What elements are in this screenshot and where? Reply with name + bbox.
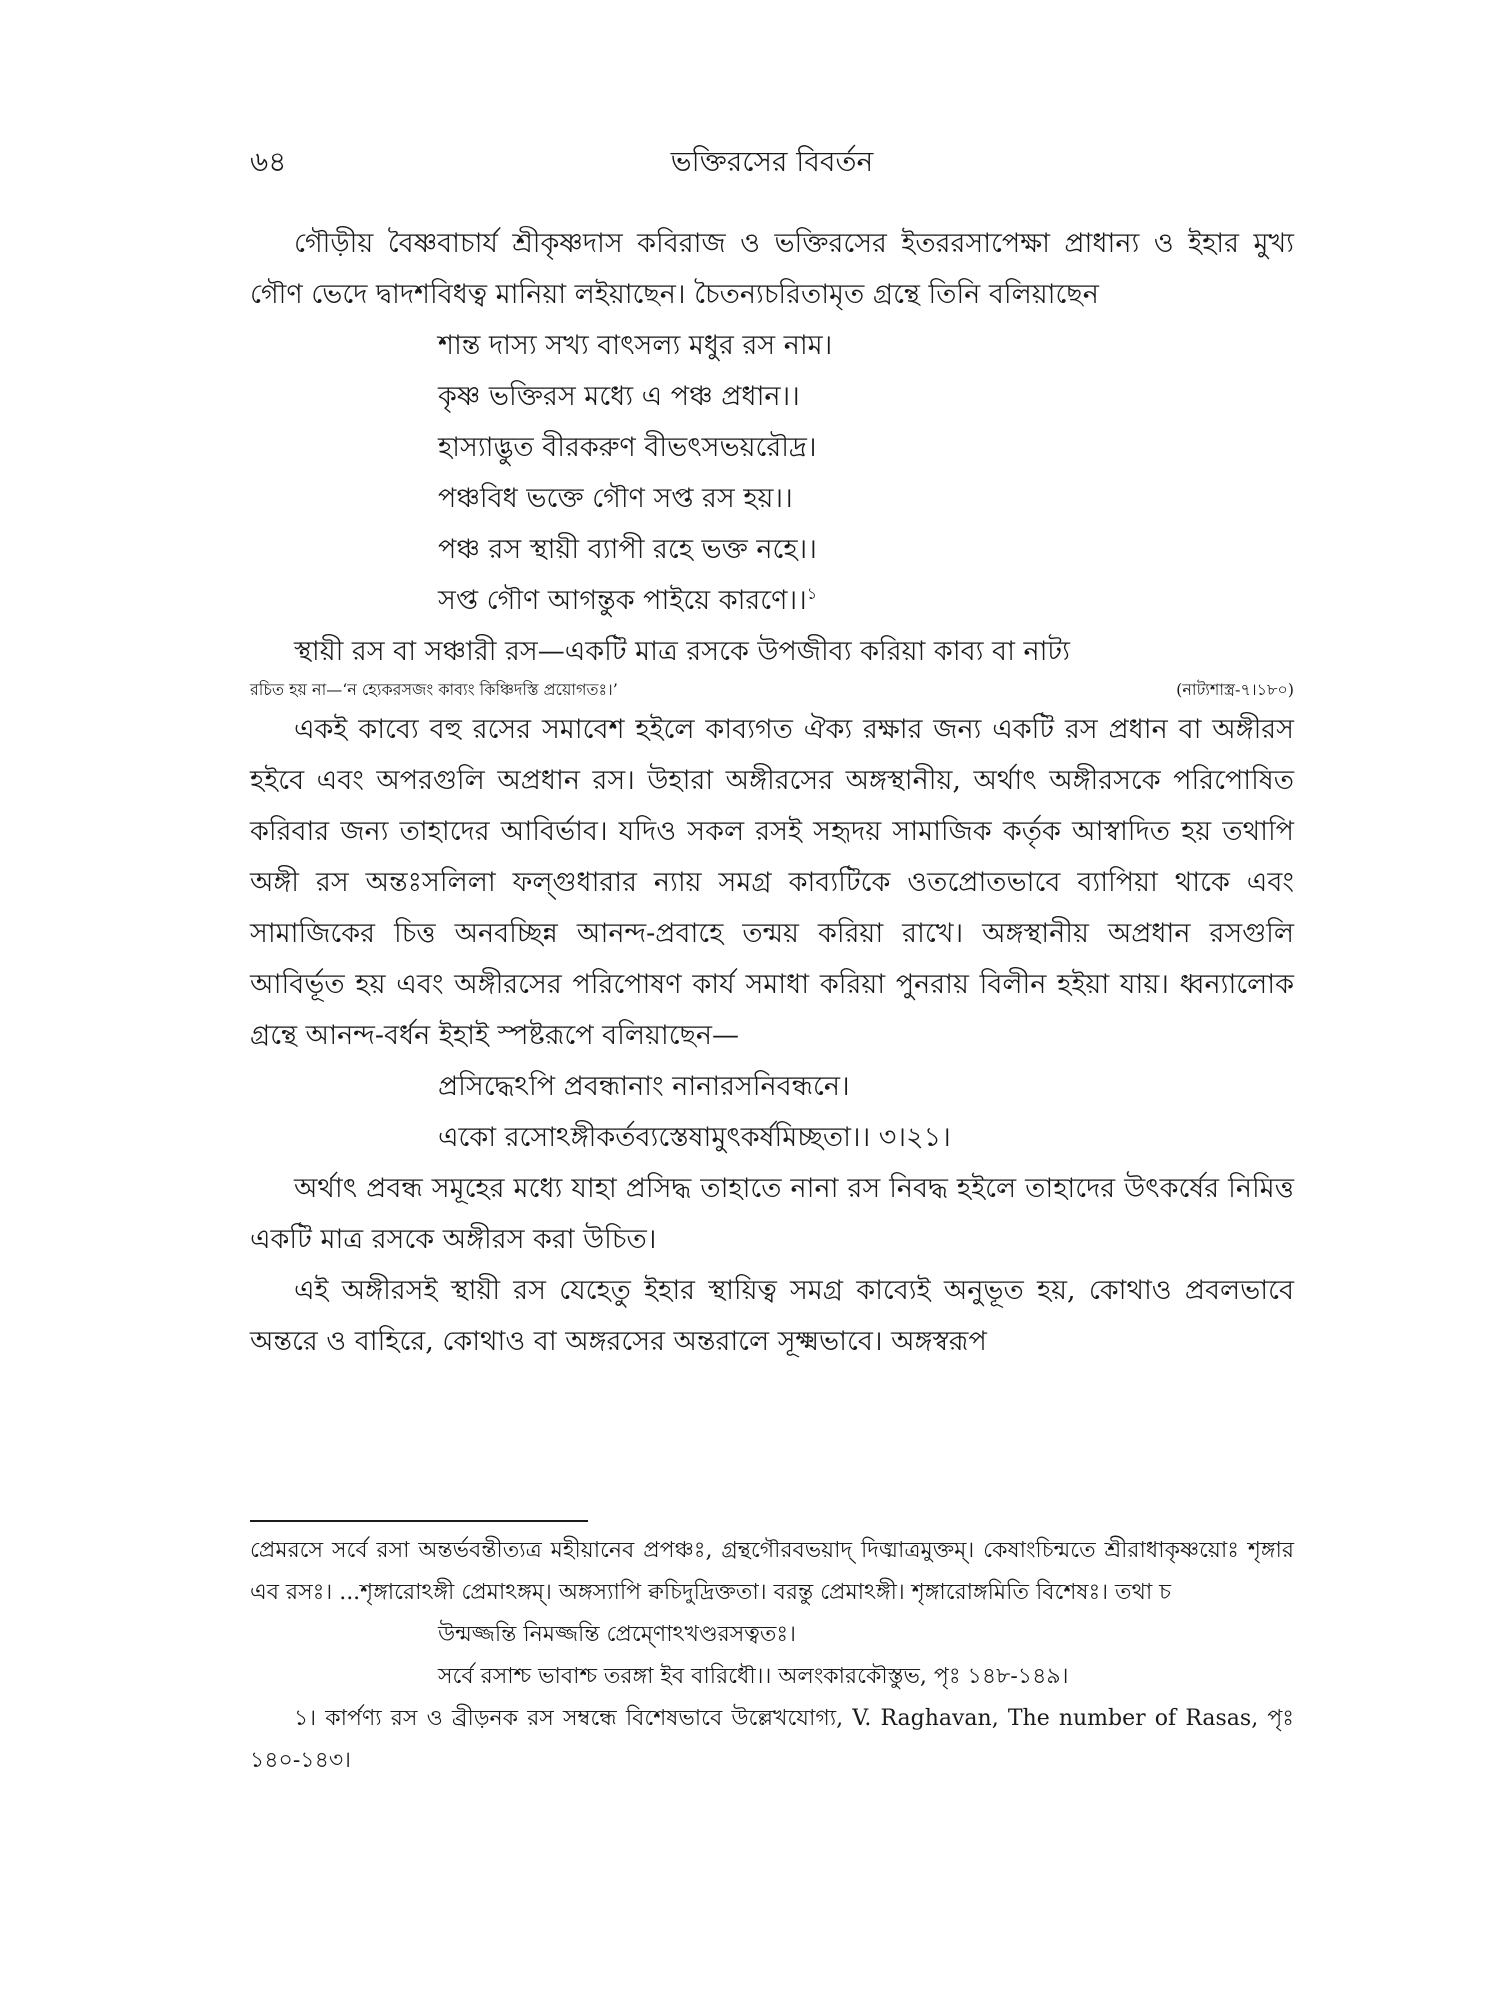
- footnotes: [250, 1530, 1294, 1782]
- verse-line: পঞ্চবিধ ভক্তে গৌণ সপ্ত রস হয়।।: [438, 483, 793, 514]
- citation-reference: (নাট্যশাস্ত্র-৭।১৮০): [1176, 680, 1294, 699]
- paragraph-continuation: এই অঙ্গীরসই স্থায়ী রস যেহেতু ইহার স্থায়িত্ব সমগ্র কাব্যেই অনুভূত হয়, কোথাও প্রবলভাবে অন্তরে ও বাহিরে, কোথাও বা অঙ্গরসের অন্তরালে সূক্ষ্মভাবে। অঙ্গস্বরূপ: [250, 1275, 1294, 1357]
- body-text: [250, 218, 1294, 1367]
- footnote-verse: [250, 1614, 1294, 1698]
- footnote-rule: [250, 1520, 588, 1522]
- paragraph-explanation: অর্থাৎ প্রবন্ধ সমূহের মধ্যে যাহা প্রসিদ্ধ তাহাতে নানা রস নিবদ্ধ হইলে তাহাদের উৎকর্ষের নিমিত্ত একটি মাত্র রসকে অঙ্গীরস করা উচিত।: [250, 1173, 1294, 1255]
- footnote-continued: প্রেমরসে সর্বে রসা অন্তর্ভবন্তীত্যত্র মহীয়ানেব প্রপঞ্চঃ, গ্রন্থগৌরবভয়াদ্ দিঙ্মাত্রমুক্তম্। কেষাংচিন্মতে শ্রীরাধাকৃষ্ণয়োঃ শৃঙ্গার এব রসঃ। ...শৃঙ্গারোঽঙ্গী প্রেমাঽঙ্গম্। অঙ্গস্যাপি ক্বচিদুদ্রিক্ততা। বরন্তু প্রেমাঽঙ্গী। শৃঙ্গারোঙ্গমিতি বিশেষঃ। তথা চ: [250, 1538, 1294, 1605]
- paragraph-angirasa: একই কাব্যে বহু রসের সমাবেশ হইলে কাব্যগত ঐক্য রক্ষার জন্য একটি রস প্রধান বা অঙ্গীরস হইবে এবং অপরগুলি অপ্রধান রস। উহারা অঙ্গীরসের অঙ্গস্থানীয়, অর্থাৎ অঙ্গীরসকে পরিপোষিত করিবার জন্য তাহাদের আবির্ভাব। যদিও সকল রসই সহৃদয় সামাজিক কর্তৃক আস্বাদিত হয় তথাপি অঙ্গী রস অন্তঃসলিলা ফল্গুধারার ন্যায় সমগ্র কাব্যটিকে ওতপ্রোতভাবে ব্যাপিয়া থাকে এবং সামাজিকের চিত্ত অনবচ্ছিন্ন আনন্দ-প্রবাহে তন্ময় করিয়া রাখে। অঙ্গস্থানীয় অপ্রধান রসগুলি আবির্ভূত হয় এবং অঙ্গীরসের পরিপোষণ কার্য সমাধা করিয়া পুনরায় বিলীন হইয়া যায়। ধ্বন্যালোক গ্রন্থে আনন্দ-বর্ধন ইহাই স্পষ্টরূপে বলিয়াছেন—: [250, 714, 1294, 1051]
- paragraph-sthayi: স্থায়ী রস বা সঞ্চারী রস—একটি মাত্র রসকে উপজীব্য করিয়া কাব্য বা নাট্য: [294, 636, 1070, 667]
- verse-block-chaitanya: [250, 320, 1294, 626]
- citation-text: রচিত হয় না—‘ন হ্যেকরসজং কাব্যং কিঞ্চিদস্তি প্রয়োগতঃ।’: [250, 680, 618, 699]
- verse-line-last: [438, 575, 1294, 626]
- verse-line: কৃষ্ণ ভক্তিরস মধ্যে এ পঞ্চ প্রধান।।: [438, 381, 800, 412]
- footnote-verse-line: সর্বে রসাশ্চ ভাবাশ্চ তরঙ্গা ইব বারিধৌ।। অলংকারকৌস্তুভ, পৃঃ ১৪৮-১৪৯।: [438, 1664, 1069, 1689]
- verse-block-dhvanyaloka: [250, 1061, 1294, 1163]
- running-title: ভক্তিরসের বিবর্তন: [670, 145, 874, 178]
- footnote-mark: ১: [806, 584, 818, 603]
- footnote-1: ১। কার্পণ্য রস ও ব্রীড়নক রস সম্বন্ধে বিশেষভাবে উল্লেখযোগ্য, V. Raghavan, The number of Rasas, পৃঃ ১৪০-১৪৩।: [250, 1706, 1294, 1773]
- page-number: ৬৪: [250, 145, 287, 178]
- verse-line: হাস্যাদ্ভুত বীরকরুণ বীভৎসভয়রৌদ্র।: [438, 432, 817, 463]
- verse-line: প্রসিদ্ধেঽপি প্রবন্ধানাং নানারসনিবন্ধনে।: [438, 1071, 850, 1102]
- footnote-verse-line: উন্মজ্জন্তি নিমজ্জন্তি প্রেম্ণোঽখণ্ডরসত্বতঃ।: [438, 1622, 797, 1647]
- verse-line: শান্ত দাস্য সখ্য বাৎসল্য মধুর রস নাম।: [438, 330, 833, 361]
- citation-line: [250, 677, 1294, 704]
- paragraph-intro: গৌড়ীয় বৈষ্ণবাচার্য শ্রীকৃষ্ণদাস কবিরাজ ও ভক্তিরসের ইতররসাপেক্ষা প্রাধান্য ও ইহার মুখ্য গৌণ ভেদে দ্বাদশবিধত্ব মানিয়া লইয়াছেন। চৈতন্যচরিতামৃত গ্রন্থে তিনি বলিয়াছেন: [250, 228, 1294, 310]
- verse-line: পঞ্চ রস স্থায়ী ব্যাপী রহে ভক্ত নহে।।: [438, 534, 817, 565]
- page-header: [250, 140, 1294, 190]
- verse-line-text: সপ্ত গৌণ আগন্তুক পাইয়ে কারণে।।: [438, 585, 807, 616]
- verse-line: একো রসোঽঙ্গীকর্তব্যস্তেষামুৎকর্ষমিচ্ছতা।। ৩।২১।: [438, 1122, 951, 1153]
